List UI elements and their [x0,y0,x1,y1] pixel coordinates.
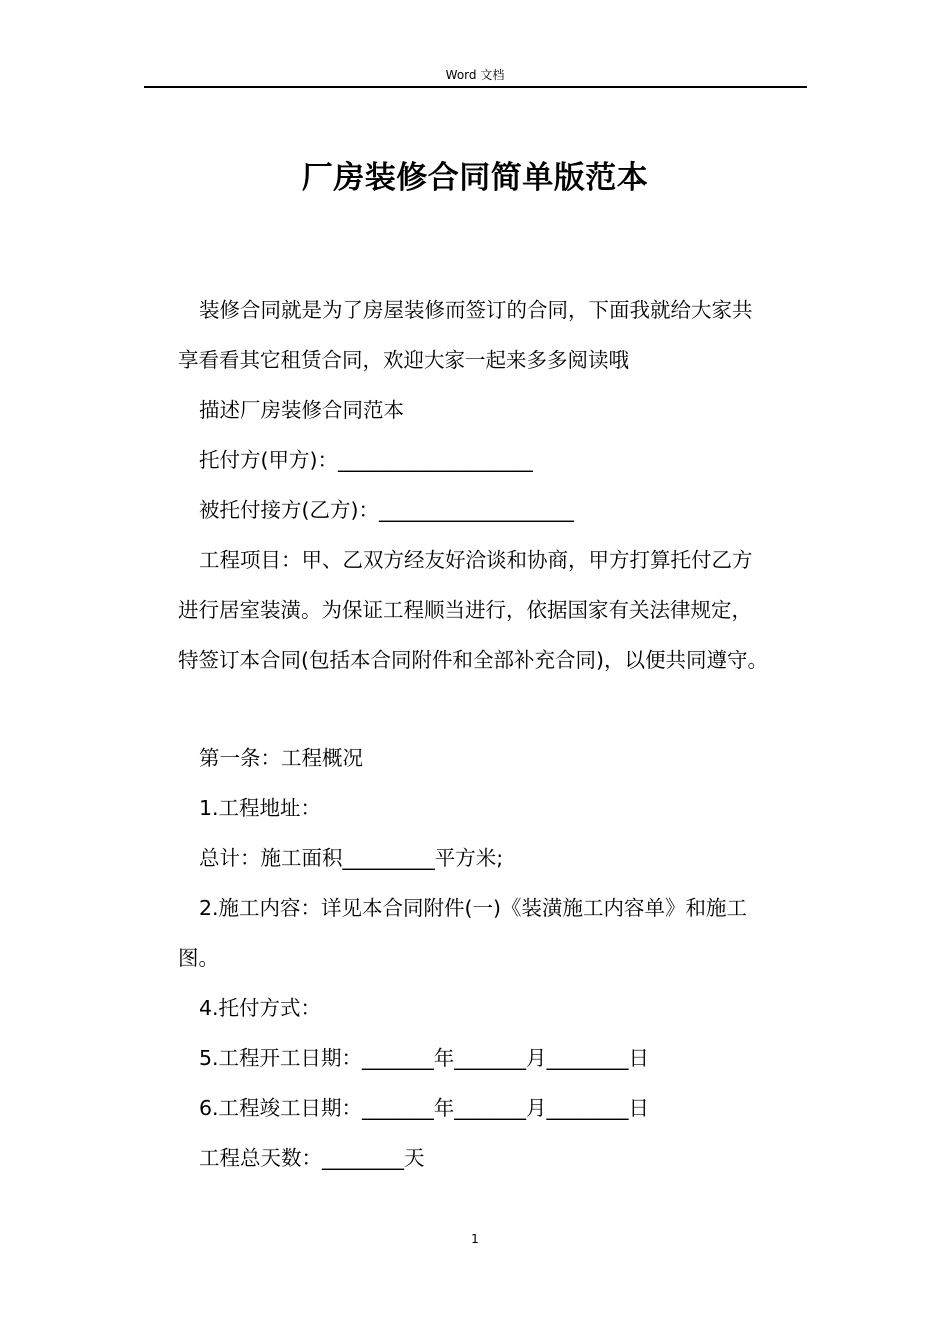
paragraph-address [178,783,808,833]
paragraph-content [178,883,808,983]
text-line: 工程项目：甲、乙双方经友好洽谈和协商，甲方打算托付乙方 [199,548,753,572]
text-line: 2.施工内容：详见本合同附件(一)《装潢施工内容单》和施工 [199,896,748,920]
paragraph-project [178,535,808,685]
text-line: 5.工程开工日期：_______年_______月________日 [199,1046,650,1070]
text-line: 1.工程地址： [199,796,322,820]
text-line: 6.工程竣工日期：_______年_______月________日 [199,1096,650,1120]
text-line: 第一条：工程概况 [199,746,363,770]
paragraph-end-date [178,1083,808,1133]
text-line: 被托付接方(乙方)：___________________ [199,498,574,522]
paragraph-party-a [178,435,808,485]
text-line: 特签订本合同(包括本合同附件和全部补充合同)，以便共同遵守。 [178,648,768,672]
paragraph-intro [178,285,808,385]
text-line: 描述厂房装修合同范本 [199,398,404,422]
text-line: 装修合同就是为了房屋装修而签订的合同，下面我就给大家共 [199,298,753,322]
text-line: 总计：施工面积_________平方米; [199,846,504,870]
text-line: 托付方(甲方)：___________________ [199,448,533,472]
text-line: 工程总天数：________天 [199,1146,425,1170]
document-title: 厂房装修合同简单版范本 [301,160,649,196]
paragraph-total-days [178,1133,808,1183]
header-divider [144,86,807,88]
paragraph-start-date [178,1033,808,1083]
paragraph-article-1 [178,733,808,783]
page-number: 1 [471,1232,479,1246]
paragraph-description [178,385,808,435]
text-line: 进行居室装潢。为保证工程顺当进行，依据国家有关法律规定， [178,598,752,622]
text-line: 图。 [178,946,219,970]
page-header: Word 文档 [445,68,505,82]
paragraph-party-b [178,485,808,535]
text-line: 享看看其它租赁合同，欢迎大家一起来多多阅读哦 [178,348,629,372]
paragraph-area [178,833,808,883]
paragraph-method [178,983,808,1033]
text-line: 4.托付方式： [199,996,322,1020]
